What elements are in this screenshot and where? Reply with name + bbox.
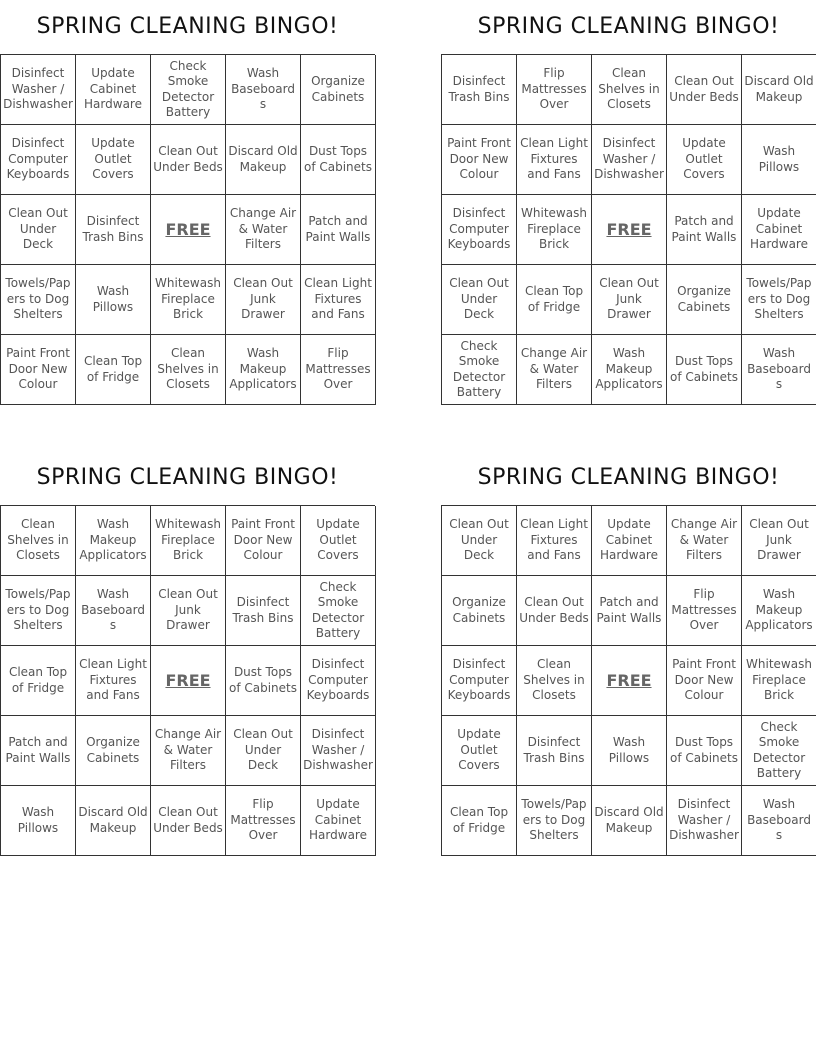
bingo-cell: Check Smoke Detector Battery — [301, 576, 376, 646]
bingo-cell: Towels/Papers to Dog Shelters — [1, 265, 76, 335]
bingo-cell: Organize Cabinets — [301, 55, 376, 125]
bingo-cell: Update Cabinet Hardware — [76, 55, 151, 125]
bingo-cell: Wash Makeup Applicators — [592, 335, 667, 405]
bingo-cell: Towels/Papers to Dog Shelters — [517, 786, 592, 856]
bingo-cell: Disinfect Computer Keyboards — [442, 646, 517, 716]
bingo-cell: Clean Out Under Deck — [442, 265, 517, 335]
bingo-cell: Clean Light Fixtures and Fans — [517, 125, 592, 195]
free-space-cell: FREE — [592, 195, 667, 265]
bingo-cell: Clean Shelves in Closets — [517, 646, 592, 716]
bingo-cell: Update Outlet Covers — [301, 506, 376, 576]
bingo-cell: Disinfect Computer Keyboards — [301, 646, 376, 716]
bingo-cell: Wash Pillows — [592, 716, 667, 786]
bingo-cell: Organize Cabinets — [442, 576, 517, 646]
bingo-cell: Clean Out Under Deck — [226, 716, 301, 786]
bingo-cell: Towels/Papers to Dog Shelters — [742, 265, 816, 335]
bingo-grid — [0, 505, 375, 856]
bingo-cell: Patch and Paint Walls — [592, 576, 667, 646]
bingo-card-3 — [0, 451, 375, 856]
bingo-cell: Clean Out Junk Drawer — [151, 576, 226, 646]
bingo-cell: Wash Makeup Applicators — [76, 506, 151, 576]
bingo-cell: Check Smoke Detector Battery — [151, 55, 226, 125]
bingo-cell: Discard Old Makeup — [592, 786, 667, 856]
bingo-cell: Flip Mattresses Over — [667, 576, 742, 646]
bingo-cell: Dust Tops of Cabinets — [667, 335, 742, 405]
bingo-cell: Organize Cabinets — [667, 265, 742, 335]
bingo-cell: Wash Pillows — [742, 125, 816, 195]
bingo-cell: Discard Old Makeup — [742, 55, 816, 125]
bingo-card-1 — [0, 0, 375, 405]
bingo-cell: Clean Shelves in Closets — [592, 55, 667, 125]
card-title: SPRING CLEANING BINGO! — [36, 14, 339, 39]
bingo-cell: Dust Tops of Cabinets — [301, 125, 376, 195]
bingo-cell: Disinfect Washer / Dishwasher — [592, 125, 667, 195]
card-title: SPRING CLEANING BINGO! — [36, 465, 339, 490]
free-space-cell: FREE — [592, 646, 667, 716]
bingo-cell: Update Outlet Covers — [76, 125, 151, 195]
bingo-cell: Change Air & Water Filters — [151, 716, 226, 786]
bingo-cell: Clean Out Junk Drawer — [592, 265, 667, 335]
free-space-cell: FREE — [151, 646, 226, 716]
bingo-cell: Disinfect Computer Keyboards — [1, 125, 76, 195]
bingo-cell: Update Outlet Covers — [442, 716, 517, 786]
bingo-cell: Wash Baseboards — [742, 335, 816, 405]
bingo-cell: Change Air & Water Filters — [226, 195, 301, 265]
bingo-cell: Discard Old Makeup — [76, 786, 151, 856]
bingo-cell: Disinfect Washer / Dishwasher — [1, 55, 76, 125]
bingo-cell: Clean Light Fixtures and Fans — [76, 646, 151, 716]
free-space-cell: FREE — [151, 195, 226, 265]
bingo-cell: Disinfect Trash Bins — [226, 576, 301, 646]
bingo-cell: Disinfect Computer Keyboards — [442, 195, 517, 265]
bingo-grid — [441, 54, 816, 405]
bingo-cell: Clean Shelves in Closets — [151, 335, 226, 405]
bingo-cell: Clean Top of Fridge — [517, 265, 592, 335]
bingo-cell: Whitewash Fireplace Brick — [517, 195, 592, 265]
bingo-cell: Paint Front Door New Colour — [667, 646, 742, 716]
bingo-cell: Disinfect Washer / Dishwasher — [301, 716, 376, 786]
bingo-cell: Wash Makeup Applicators — [226, 335, 301, 405]
bingo-cell: Paint Front Door New Colour — [442, 125, 517, 195]
bingo-cell: Clean Top of Fridge — [76, 335, 151, 405]
bingo-cell: Update Cabinet Hardware — [592, 506, 667, 576]
bingo-cell: Organize Cabinets — [76, 716, 151, 786]
bingo-cell: Wash Makeup Applicators — [742, 576, 816, 646]
bingo-card-4 — [441, 451, 816, 856]
bingo-cell: Clean Out Under Deck — [1, 195, 76, 265]
bingo-cell: Whitewash Fireplace Brick — [742, 646, 816, 716]
bingo-cell: Flip Mattresses Over — [226, 786, 301, 856]
bingo-cell: Wash Pillows — [76, 265, 151, 335]
bingo-cell: Clean Top of Fridge — [1, 646, 76, 716]
bingo-cell: Update Cabinet Hardware — [742, 195, 816, 265]
bingo-cell: Clean Out Junk Drawer — [742, 506, 816, 576]
bingo-cell: Wash Baseboards — [226, 55, 301, 125]
bingo-cell: Wash Baseboards — [742, 786, 816, 856]
bingo-cell: Patch and Paint Walls — [1, 716, 76, 786]
bingo-cell: Clean Out Under Beds — [667, 55, 742, 125]
bingo-cell: Dust Tops of Cabinets — [667, 716, 742, 786]
bingo-cell: Wash Baseboards — [76, 576, 151, 646]
bingo-cell: Patch and Paint Walls — [667, 195, 742, 265]
bingo-cell: Disinfect Washer / Dishwasher — [667, 786, 742, 856]
bingo-cell: Clean Shelves in Closets — [1, 506, 76, 576]
bingo-cell: Update Cabinet Hardware — [301, 786, 376, 856]
bingo-cell: Towels/Papers to Dog Shelters — [1, 576, 76, 646]
bingo-cell: Patch and Paint Walls — [301, 195, 376, 265]
bingo-cell: Dust Tops of Cabinets — [226, 646, 301, 716]
bingo-cell: Clean Out Under Beds — [517, 576, 592, 646]
bingo-cell: Clean Out Under Beds — [151, 786, 226, 856]
bingo-cell: Clean Top of Fridge — [442, 786, 517, 856]
bingo-cell: Whitewash Fireplace Brick — [151, 506, 226, 576]
bingo-cell: Update Outlet Covers — [667, 125, 742, 195]
bingo-cell: Whitewash Fireplace Brick — [151, 265, 226, 335]
bingo-cell: Change Air & Water Filters — [667, 506, 742, 576]
bingo-cell: Check Smoke Detector Battery — [442, 335, 517, 405]
bingo-cell: Disinfect Trash Bins — [76, 195, 151, 265]
bingo-cell: Change Air & Water Filters — [517, 335, 592, 405]
bingo-cell: Flip Mattresses Over — [301, 335, 376, 405]
bingo-cell: Clean Out Under Deck — [442, 506, 517, 576]
bingo-card-2 — [441, 0, 816, 405]
bingo-cell: Clean Light Fixtures and Fans — [517, 506, 592, 576]
card-title: SPRING CLEANING BINGO! — [477, 465, 780, 490]
bingo-grid — [441, 505, 816, 856]
bingo-cell: Flip Mattresses Over — [517, 55, 592, 125]
bingo-cell: Disinfect Trash Bins — [517, 716, 592, 786]
bingo-cell: Wash Pillows — [1, 786, 76, 856]
bingo-cell: Paint Front Door New Colour — [226, 506, 301, 576]
bingo-cell: Paint Front Door New Colour — [1, 335, 76, 405]
bingo-grid — [0, 54, 375, 405]
bingo-cell: Disinfect Trash Bins — [442, 55, 517, 125]
bingo-cell: Check Smoke Detector Battery — [742, 716, 816, 786]
bingo-cell: Discard Old Makeup — [226, 125, 301, 195]
bingo-cell: Clean Out Under Beds — [151, 125, 226, 195]
bingo-cell: Clean Light Fixtures and Fans — [301, 265, 376, 335]
card-title: SPRING CLEANING BINGO! — [477, 14, 780, 39]
bingo-cell: Clean Out Junk Drawer — [226, 265, 301, 335]
